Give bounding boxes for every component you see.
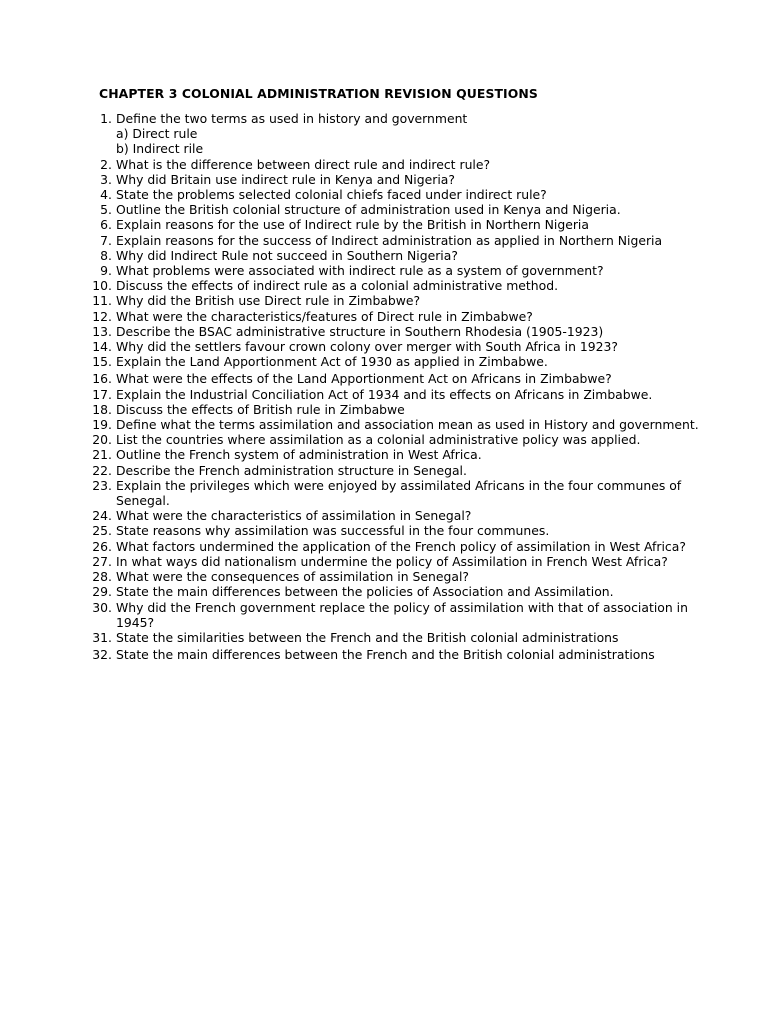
question-text: Describe the French administration structure in Senegal. xyxy=(116,462,467,478)
question-text: Outline the French system of administration in West Africa. xyxy=(116,447,482,463)
question-item xyxy=(0,371,768,386)
question-number: 3. xyxy=(100,171,112,187)
question-number: 17. xyxy=(92,386,112,402)
question-number: 25. xyxy=(92,523,112,539)
question-text: Why did the settlers favour crown colony over merger with South Africa in 1923? xyxy=(116,339,619,355)
question-number: 9. xyxy=(100,263,112,279)
question-number: 13. xyxy=(92,323,112,339)
question-item xyxy=(0,647,768,662)
question-text: What problems were associated with indirect rule as a system of government? xyxy=(116,263,604,279)
question-number: 32. xyxy=(92,647,112,663)
question-number: 16. xyxy=(92,371,112,387)
question-item xyxy=(0,523,768,538)
question-number: 15. xyxy=(92,354,112,370)
question-text: What were the consequences of assimilation in Senegal? xyxy=(116,569,469,585)
question-item xyxy=(0,447,768,462)
question-item xyxy=(0,600,768,630)
question-text: Explain the Industrial Conciliation Act of 1934 and its effects on Africans in Zimbabwe. xyxy=(116,386,653,402)
question-text: In what ways did nationalism undermine the policy of Assimilation in French West Africa? xyxy=(116,553,668,569)
question-number: 27. xyxy=(92,553,112,569)
question-item xyxy=(0,554,768,569)
question-text: State the main differences between the French and the British colonial administrations xyxy=(116,647,655,663)
question-text: State the problems selected colonial chiefs faced under indirect rule? xyxy=(116,187,547,203)
question-item xyxy=(0,233,768,248)
question-number: 30. xyxy=(92,599,112,615)
question-list xyxy=(0,111,768,662)
question-number: 23. xyxy=(92,477,112,493)
question-item xyxy=(0,630,768,645)
question-text: Why did the French government replace the policy of assimilation with that of association in 1945? xyxy=(116,599,688,630)
question-text: Why did Britain use indirect rule in Kenya and Nigeria? xyxy=(116,171,455,187)
question-item xyxy=(0,387,768,402)
question-number: 31. xyxy=(92,629,112,645)
question-text: What were the characteristics of assimilation in Senegal? xyxy=(116,508,472,524)
question-item xyxy=(0,402,768,417)
question-item xyxy=(0,187,768,202)
question-item xyxy=(0,508,768,523)
question-item xyxy=(0,202,768,217)
question-text: Explain reasons for the use of Indirect rule by the British in Northern Nigeria xyxy=(116,217,589,233)
question-number: 11. xyxy=(92,293,112,309)
question-item xyxy=(0,248,768,263)
question-text: What factors undermined the application of the French policy of assimilation in West Africa? xyxy=(116,538,686,554)
question-item xyxy=(0,354,768,369)
question-text: Explain the privileges which were enjoyed by assimilated Africans in the four communes of Senegal. xyxy=(116,477,682,509)
question-number: 6. xyxy=(100,217,112,233)
question-text: Outline the British colonial structure of administration used in Kenya and Nigeria. xyxy=(116,202,621,218)
question-number: 12. xyxy=(92,308,112,324)
question-item xyxy=(0,539,768,554)
question-text: List the countries where assimilation as a colonial administrative policy was applied. xyxy=(116,432,641,448)
question-number: 7. xyxy=(100,232,112,248)
question-subpart: b) Indirect rile xyxy=(116,141,204,157)
question-number: 21. xyxy=(92,447,112,463)
question-text: State the main differences between the policies of Association and Assimilation. xyxy=(116,584,614,600)
question-text: Describe the BSAC administrative structure in Southern Rhodesia (1905-1923) xyxy=(116,323,604,339)
question-item xyxy=(0,157,768,172)
question-item xyxy=(0,463,768,478)
question-number: 19. xyxy=(92,417,112,433)
question-number: 4. xyxy=(100,187,112,203)
question-text: What were the characteristics/features of Direct rule in Zimbabwe? xyxy=(116,308,533,324)
question-text: What were the effects of the Land Apportionment Act on Africans in Zimbabwe? xyxy=(116,371,612,387)
question-item xyxy=(0,417,768,432)
question-subpart: a) Direct rule xyxy=(116,126,198,142)
document-title: CHAPTER 3 COLONIAL ADMINISTRATION REVISION QUESTIONS xyxy=(99,86,538,101)
question-item xyxy=(0,111,768,157)
question-number: 20. xyxy=(92,432,112,448)
question-text: Define the two terms as used in history and government xyxy=(116,111,468,126)
question-item xyxy=(0,324,768,339)
question-text: Define what the terms assimilation and association mean as used in History and government. xyxy=(116,417,699,433)
question-text: Why did the British use Direct rule in Zimbabwe? xyxy=(116,293,421,309)
question-item xyxy=(0,172,768,187)
question-item xyxy=(0,584,768,599)
question-text: State the similarities between the French and the British colonial administrations xyxy=(116,629,619,645)
question-number: 26. xyxy=(92,538,112,554)
question-number: 10. xyxy=(92,278,112,294)
question-text: Explain the Land Apportionment Act of 1930 as applied in Zimbabwe. xyxy=(116,354,548,370)
question-text: What is the difference between direct rule and indirect rule? xyxy=(116,156,491,172)
question-item xyxy=(0,339,768,354)
question-text: Explain reasons for the success of Indirect administration as applied in Northern Nigeria xyxy=(116,232,663,248)
question-item xyxy=(0,293,768,308)
question-number: 1. xyxy=(100,111,112,126)
question-item xyxy=(0,217,768,232)
question-number: 28. xyxy=(92,569,112,585)
question-number: 29. xyxy=(92,584,112,600)
question-item xyxy=(0,478,768,508)
question-number: 5. xyxy=(100,202,112,218)
question-text: State reasons why assimilation was successful in the four communes. xyxy=(116,523,550,539)
question-item xyxy=(0,278,768,293)
question-number: 24. xyxy=(92,508,112,524)
question-number: 14. xyxy=(92,339,112,355)
question-text: Why did Indirect Rule not succeed in Southern Nigeria? xyxy=(116,247,458,263)
question-number: 18. xyxy=(92,401,112,417)
question-text: Discuss the effects of British rule in Zimbabwe xyxy=(116,401,405,417)
question-text: Discuss the effects of indirect rule as a colonial administrative method. xyxy=(116,278,559,294)
question-item xyxy=(0,263,768,278)
question-item xyxy=(0,309,768,324)
question-number: 8. xyxy=(100,247,112,263)
question-number: 2. xyxy=(100,156,112,172)
question-item xyxy=(0,432,768,447)
question-number: 22. xyxy=(92,462,112,478)
question-item xyxy=(0,569,768,584)
